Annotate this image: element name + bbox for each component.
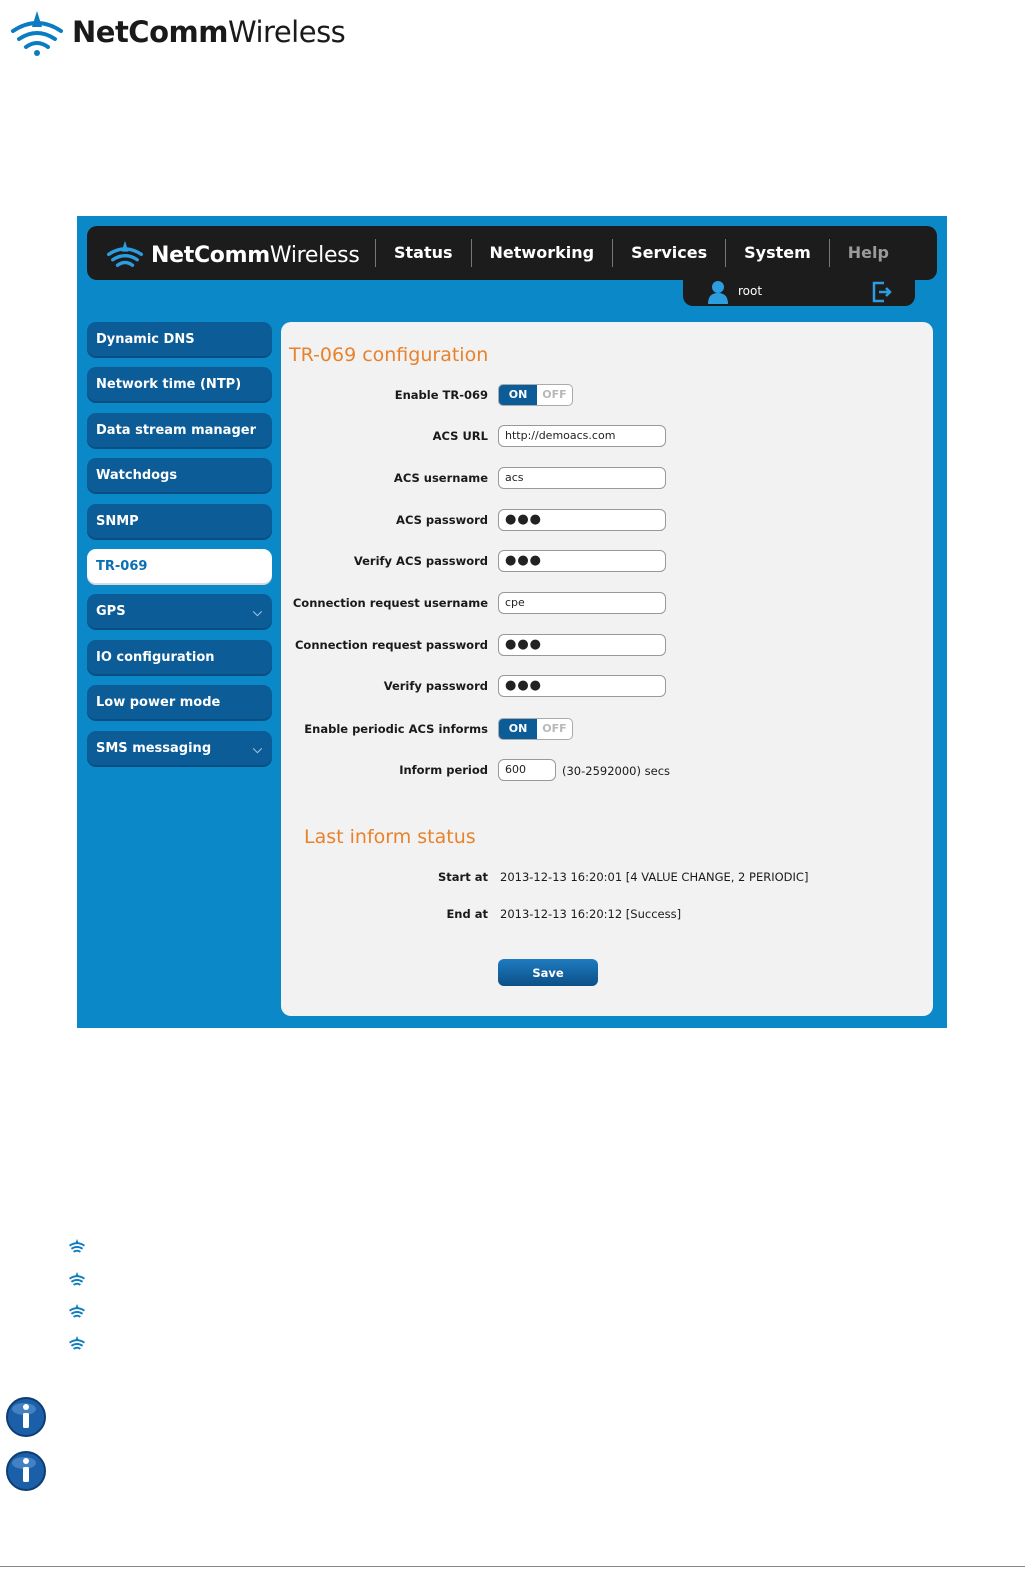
acs-username-row — [281, 467, 933, 491]
acs-password-label: ACS password — [396, 513, 488, 527]
verify-password-row — [281, 675, 933, 699]
start-at-row — [281, 866, 933, 890]
verify-acs-password-row — [281, 550, 933, 574]
conn-req-password-label: Connection request password — [294, 638, 488, 652]
inform-period-label: Inform period — [399, 763, 488, 777]
user-icon — [707, 280, 729, 304]
content-panel — [281, 322, 933, 1016]
nav-services[interactable]: Services — [612, 239, 725, 267]
verify-password-input[interactable]: ●●● — [498, 675, 666, 697]
enable-tr069-toggle[interactable] — [498, 384, 573, 406]
sidebar-item-io-configuration[interactable]: IO configuration — [87, 640, 272, 676]
save-button[interactable]: Save — [498, 959, 598, 986]
wifi-logo-icon — [105, 238, 145, 272]
end-at-row — [281, 903, 933, 927]
router-ui-frame — [77, 216, 947, 1028]
form-title: TR-069 configuration — [289, 344, 489, 366]
sidebar-item-snmp[interactable]: SNMP — [87, 504, 272, 540]
enable-tr069-label: Enable TR-069 — [394, 388, 488, 402]
page-logo — [8, 6, 345, 58]
enable-periodic-toggle[interactable] — [498, 718, 573, 740]
toggle-on: ON — [499, 719, 537, 739]
main-menu — [375, 226, 907, 280]
acs-url-input[interactable]: http://demoacs.com — [498, 425, 666, 447]
conn-req-password-input[interactable]: ●●● — [498, 634, 666, 656]
inform-period-hint: (30-2592000) secs — [562, 764, 671, 778]
verify-acs-password-label: Verify ACS password — [353, 554, 488, 568]
wifi-logo-icon — [8, 7, 66, 57]
start-at-value: 2013-12-13 16:20:01 [4 VALUE CHANGE, 2 PERIODIC] — [500, 870, 809, 884]
top-navbar — [87, 226, 937, 280]
sidebar — [87, 322, 272, 776]
acs-password-input[interactable]: ●●● — [498, 509, 666, 531]
username: root — [738, 284, 763, 298]
end-at-label: End at — [446, 907, 488, 921]
conn-req-username-input[interactable]: cpe — [498, 592, 666, 614]
nav-networking[interactable]: Networking — [471, 239, 613, 267]
toggle-off: OFF — [542, 388, 567, 401]
enable-periodic-row — [281, 718, 933, 742]
toggle-off: OFF — [542, 722, 567, 735]
acs-url-row — [281, 425, 933, 449]
verify-acs-password-input[interactable]: ●●● — [498, 550, 666, 572]
start-at-label: Start at — [438, 870, 488, 884]
wifi-bullet-icon — [68, 1335, 86, 1351]
wifi-bullet-icon — [68, 1238, 86, 1254]
sidebar-item-ntp[interactable]: Network time (NTP) — [87, 367, 272, 403]
conn-req-username-label: Connection request username — [292, 596, 488, 610]
acs-username-input[interactable]: acs — [498, 467, 666, 489]
sidebar-item-data-stream-manager[interactable]: Data stream manager — [87, 413, 272, 449]
nav-system[interactable]: System — [725, 239, 829, 267]
info-icon — [4, 1450, 48, 1492]
navbar-logo[interactable] — [105, 238, 360, 272]
enable-tr069-row — [281, 384, 933, 408]
info-icon — [4, 1396, 48, 1438]
sidebar-item-low-power-mode[interactable]: Low power mode — [87, 685, 272, 721]
conn-req-password-row — [281, 634, 933, 658]
nav-help[interactable]: Help — [829, 239, 907, 267]
acs-password-row — [281, 509, 933, 533]
nav-status[interactable]: Status — [375, 239, 471, 267]
conn-req-username-row — [281, 592, 933, 616]
acs-username-label: ACS username — [393, 471, 488, 485]
end-at-value: 2013-12-13 16:20:12 [Success] — [500, 907, 682, 921]
sidebar-item-sms-messaging[interactable]: SMS messaging ⌵ — [87, 731, 272, 767]
footer-divider — [0, 1566, 1025, 1567]
enable-periodic-label: Enable periodic ACS informs — [304, 722, 488, 736]
chevron-down-icon: ⌵ — [252, 741, 262, 756]
page-brand-name: NetCommWireless — [72, 15, 346, 49]
status-title: Last inform status — [304, 826, 476, 848]
toggle-on: ON — [499, 385, 537, 405]
sidebar-item-dynamic-dns[interactable]: Dynamic DNS — [87, 322, 272, 358]
navbar-brand-name: NetCommWireless — [151, 242, 360, 268]
sidebar-item-watchdogs[interactable]: Watchdogs — [87, 458, 272, 494]
inform-period-input[interactable]: 600 — [498, 759, 556, 781]
sidebar-item-gps[interactable]: GPS ⌵ — [87, 594, 272, 630]
wifi-bullet-icon — [68, 1271, 86, 1287]
sidebar-item-tr069[interactable]: TR-069 — [87, 549, 272, 585]
inform-period-row — [281, 759, 933, 783]
logout-icon[interactable] — [871, 280, 893, 304]
wifi-bullet-icon — [68, 1303, 86, 1319]
acs-url-label: ACS URL — [432, 429, 488, 443]
chevron-down-icon: ⌵ — [252, 605, 262, 620]
verify-password-label: Verify password — [383, 679, 488, 693]
user-tab — [683, 278, 915, 306]
